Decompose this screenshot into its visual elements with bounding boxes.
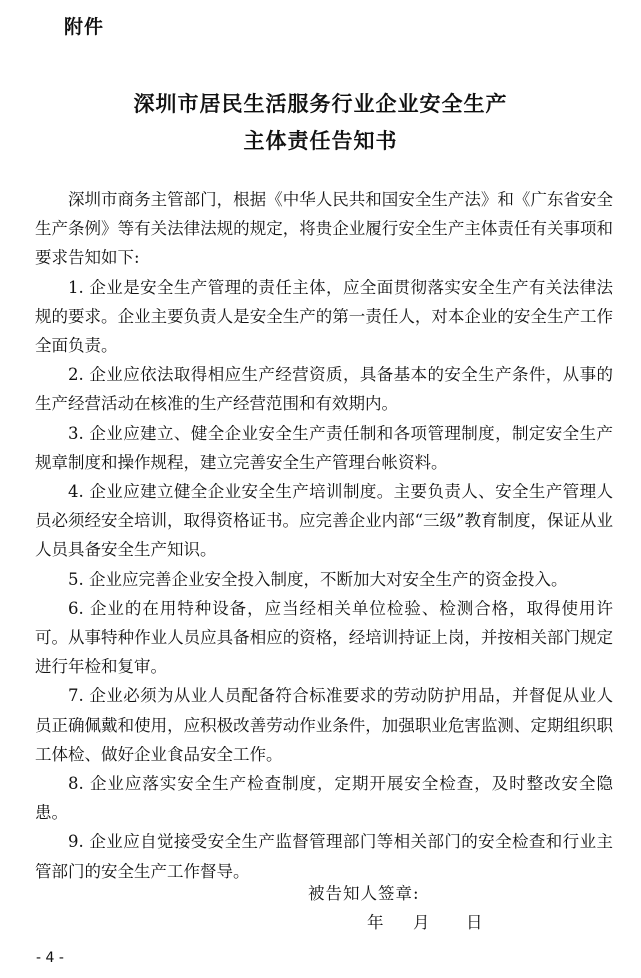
date-year-label: 年 [367, 913, 384, 932]
list-item: 1. 企业是安全生产管理的责任主体，应全面贯彻落实安全生产有关法律法规的要求。企业主要负责人是安全生产的第一责任人，对本企业的安全生产工作全面负责。 [35, 277, 613, 356]
page-number: - 4 - [36, 950, 64, 966]
list-item: 6. 企业的在用特种设备，应当经相关单位检验、检测合格，取得使用许可。从事特种作业人员应具备相应的资格，经培训持证上岗，并按相关部门规定进行年检和复审。 [35, 598, 613, 677]
document-title-line1: 深圳市居民生活服务行业企业安全生产 [133, 91, 508, 116]
signature-label: 被告知人签章: [308, 884, 420, 903]
attachment-label: 附件 [64, 16, 105, 38]
document-title-line2: 主体责任告知书 [243, 128, 398, 153]
date-day-label: 日 [466, 913, 483, 932]
list-item: 9. 企业应自觉接受安全生产监督管理部门等相关部门的安全检查和行业主管部门的安全生产工作督导。 [35, 832, 613, 881]
intro-paragraph: 深圳市商务主管部门，根据《中华人民共和国安全生产法》和《广东省安全生产条例》等有关法律法规的规定，将贵企业履行安全生产主体责任有关事项和要求告知如下: [35, 190, 613, 268]
list-item: 7. 企业必须为从业人员配备符合标准要求的劳动防护用品，并督促从业人员正确佩戴和使用，应积极改善劳动作业条件，加强职业危害监测、定期组织职工体检、做好企业食品安全工作。 [35, 686, 613, 764]
date-month-label: 月 [413, 913, 430, 932]
list-item: 2. 企业应依法取得相应生产经营资质，具备基本的安全生产条件，从事的生产经营活动在核准的生产经营范围和有效期内。 [35, 365, 613, 414]
list-item: 5. 企业应完善企业安全投入制度，不断加大对安全生产的资金投入。 [68, 569, 568, 589]
list-item: 4. 企业应建立健全企业安全生产培训制度。主要负责人、安全生产管理人员必须经安全培训，取得资格证书。应完善企业内部“三级”教育制度，保证从业人员具备安全生产知识。 [35, 482, 613, 560]
list-item: 8. 企业应落实安全生产检查制度，定期开展安全检查，及时整改安全隐患。 [35, 774, 613, 823]
list-item: 3. 企业应建立、健全企业安全生产责任制和各项管理制度，制定安全生产规章制度和操作规程，建立完善安全生产管理台帐资料。 [35, 423, 613, 472]
document-body [35, 185, 613, 886]
